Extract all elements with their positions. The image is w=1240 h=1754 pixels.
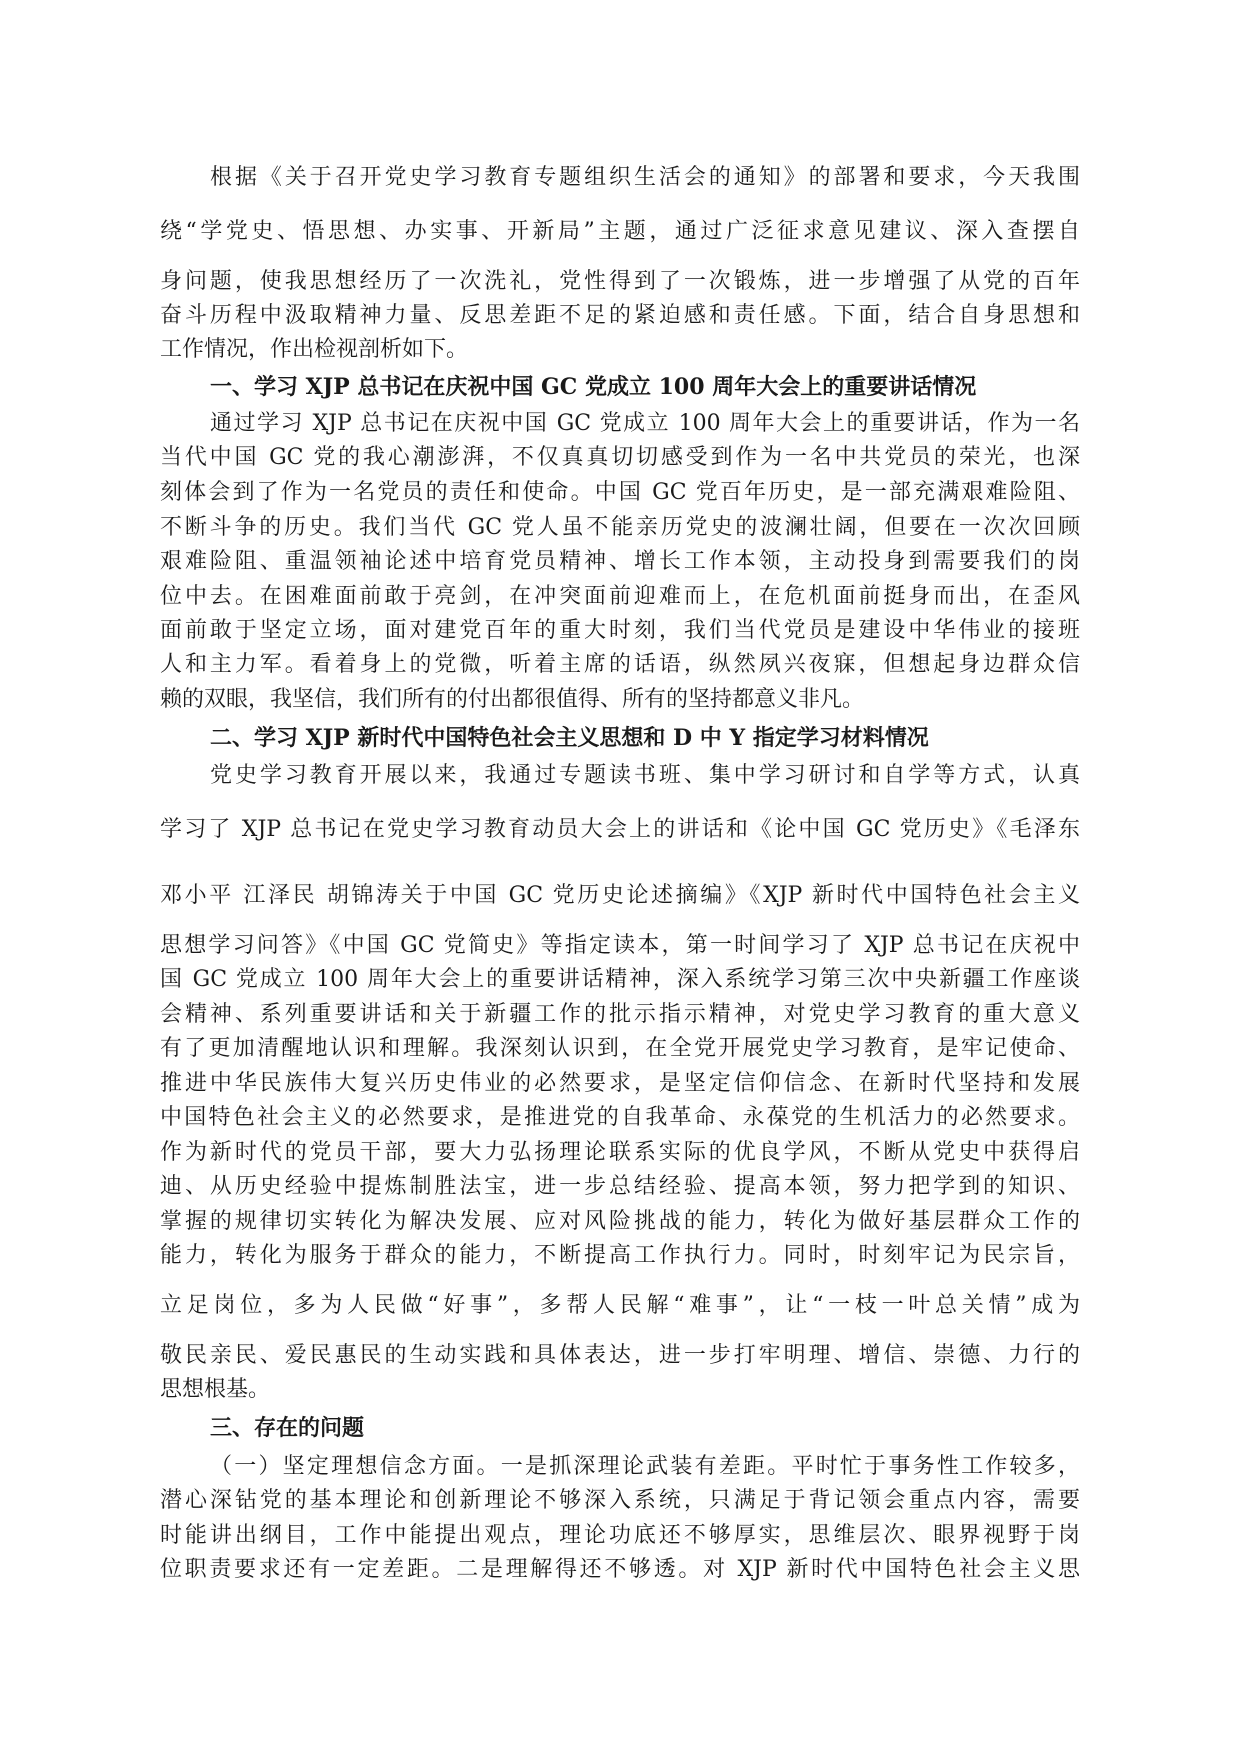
paragraph-line: （一）坚定理想信念方面。一是抓深理论武装有差距。平时忙于事务性工作较多，	[210, 1454, 1080, 1479]
paragraph-line: 位中去。在困难面前敢于亮剑，在冲突面前迎难而上，在危机面前挺身而出，在歪风	[160, 584, 1080, 609]
paragraph-line: 绕“学党史、悟思想、办实事、开新局”主题，通过广泛征求意见建议、深入查摆自	[160, 219, 1080, 244]
section-heading-3: 三、存在的问题	[210, 1415, 365, 1441]
paragraph-line: 赖的双眼，我坚信，我们所有的付出都很值得、所有的坚持都意义非凡。	[160, 687, 865, 712]
paragraph-line: 时能讲出纲目，工作中能提出观点，理论功底还不够厚实，思维层次、眼界视野于岗	[160, 1523, 1080, 1548]
paragraph-line: 奋斗历程中汲取精神力量、反思差距不足的紧迫感和责任感。下面，结合自身思想和	[160, 303, 1080, 328]
paragraph-line: 推进中华民族伟大复兴历史伟业的必然要求，是坚定信仰信念、在新时代坚持和发展	[160, 1071, 1080, 1096]
section-heading-2: 二、学习 XJP 新时代中国特色社会主义思想和 D 中 Y 指定学习材料情况	[210, 725, 929, 751]
paragraph-line: 国 GC 党成立 100 周年大会上的重要讲话精神，深入系统学习第三次中央新疆工作座谈	[160, 967, 1080, 992]
paragraph-line: 工作情况，作出检视剖析如下。	[160, 337, 469, 362]
paragraph-line: 根据《关于召开党史学习教育专题组织生活会的通知》的部署和要求，今天我围	[210, 165, 1080, 190]
paragraph-line: 作为新时代的党员干部，要大力弘扬理论联系实际的优良学风，不断从党史中获得启	[160, 1140, 1080, 1165]
paragraph-line: 身问题，使我思想经历了一次洗礼，党性得到了一次锻炼，进一步增强了从党的百年	[160, 269, 1080, 294]
paragraph-line: 通过学习 XJP 总书记在庆祝中国 GC 党成立 100 周年大会上的重要讲话，作为一名	[210, 411, 1080, 436]
paragraph-line: 有了更加清醒地认识和理解。我深刻认识到，在全党开展党史学习教育，是牢记使命、	[160, 1036, 1080, 1061]
paragraph-line: 邓小平 江泽民 胡锦涛关于中国 GC 党历史论述摘编》《XJP 新时代中国特色社会主义	[160, 883, 1080, 908]
paragraph-line: 迪、从历史经验中提炼制胜法宝，进一步总结经验、提高本领，努力把学到的知识、	[160, 1174, 1080, 1199]
paragraph-line: 党史学习教育开展以来，我通过专题读书班、集中学习研讨和自学等方式，认真	[210, 763, 1080, 788]
paragraph-line: 思想学习问答》《中国 GC 党简史》等指定读本，第一时间学习了 XJP 总书记在庆祝中	[160, 933, 1080, 958]
paragraph-line: 位职责要求还有一定差距。二是理解得还不够透。对 XJP 新时代中国特色社会主义思	[160, 1557, 1080, 1582]
paragraph-line: 中国特色社会主义的必然要求，是推进党的自我革命、永葆党的生机活力的必然要求。	[160, 1105, 1080, 1130]
paragraph-line: 立足岗位，多为人民做“好事”，多帮人民解“难事”，让“一枝一叶总关情”成为	[160, 1293, 1080, 1318]
paragraph-line: 敬民亲民、爱民惠民的生动实践和具体表达，进一步打牢明理、增信、崇德、力行的	[160, 1343, 1080, 1368]
paragraph-line: 人和主力军。看着身上的党微，听着主席的话语，纵然夙兴夜寐，但想起身边群众信	[160, 652, 1080, 677]
paragraph-line: 不断斗争的历史。我们当代 GC 党人虽不能亲历党史的波澜壮阔，但要在一次次回顾	[160, 515, 1080, 540]
paragraph-line: 能力，转化为服务于群众的能力，不断提高工作执行力。同时，时刻牢记为民宗旨，	[160, 1243, 1080, 1268]
paragraph-line: 掌握的规律切实转化为解决发展、应对风险挑战的能力，转化为做好基层群众工作的	[160, 1209, 1080, 1234]
paragraph-line: 潜心深钻党的基本理论和创新理论不够深入系统，只满足于背记领会重点内容，需要	[160, 1488, 1080, 1513]
paragraph-line: 刻体会到了作为一名党员的责任和使命。中国 GC 党百年历史，是一部充满艰难险阻、	[160, 480, 1080, 505]
paragraph-line: 学习了 XJP 总书记在党史学习教育动员大会上的讲话和《论中国 GC 党历史》《毛泽东	[160, 817, 1080, 842]
paragraph-line: 思想根基。	[160, 1377, 271, 1402]
paragraph-line: 当代中国 GC 党的我心潮澎湃，不仅真真切切感受到作为一名中共党员的荣光，也深	[160, 445, 1080, 470]
paragraph-line: 艰难险阻、重温领袖论述中培育党员精神、增长工作本领，主动投身到需要我们的岗	[160, 549, 1080, 574]
paragraph-line: 会精神、系列重要讲话和关于新疆工作的批示指示精神，对党史学习教育的重大意义	[160, 1002, 1080, 1027]
section-heading-1: 一、学习 XJP 总书记在庆祝中国 GC 党成立 100 周年大会上的重要讲话情况	[210, 374, 977, 400]
paragraph-line: 面前敢于坚定立场，面对建党百年的重大时刻，我们当代党员是建设中华伟业的接班	[160, 618, 1080, 643]
